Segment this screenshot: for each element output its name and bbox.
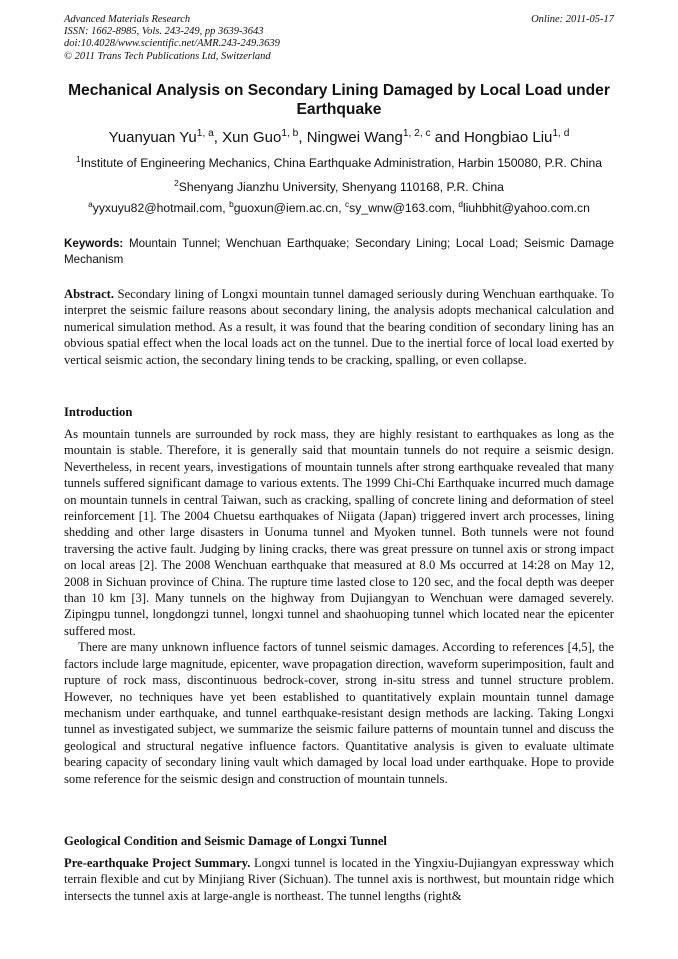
author-affiliation-mark: 1, b bbox=[281, 128, 299, 139]
email-link[interactable]: guoxun@iem.ac.cn bbox=[233, 201, 339, 215]
keywords-text: Mountain Tunnel; Wenchuan Earthquake; Secondary Lining; Local Load; Seismic Damage Mechanism bbox=[64, 237, 614, 266]
paragraph: There are many unknown influence factors of tunnel seismic damages. According to references [4,5], the factors include large magnitude, epicenter, wave propagation direction, waveform superimposition, fault and rupture of rock mass, discontinuous bedrock-cover, strong in-situ stress and tunnel structure problem. However, no techniques have yet been established to quantitatively explain mountain tunnel damage mechanism under earthquake, and tunnel earthquake-resistant design methods are lacking. Taking Longxi tunnel as investigated subject, we summarize the seismic failure patterns of mountain tunnel and discuss the geological and structural negative influence factors. Quantitative analysis is given to evaluate ultimate bearing capacity of secondary lining vault which damaged by local load under earthquake. Hope to provide some reference for the seismic design and construction of mountain tunnels. bbox=[64, 640, 614, 786]
keywords-label: Keywords: bbox=[64, 237, 124, 250]
abstract-text: Secondary lining of Longxi mountain tunnel damaged seriously during Wenchuan earthquake. To interpret the seismic failure reasons about secondary lining, the analysis adopts mechanical calculation and numerical simulation method. As a result, it was found that the bearing condition of secondary lining has an obvious spatial effect when the local loads act on the tunnel. Due to the inertial force of local load exerted by vertical seismic action, the secondary lining tends to be cracking, spalling, or even collapse. bbox=[64, 287, 614, 367]
section-heading-geology: Geological Condition and Seismic Damage of Longxi Tunnel bbox=[64, 834, 387, 848]
email-link[interactable]: liuhbhit@yahoo.com.cn bbox=[462, 201, 590, 215]
author-list: Yuanyuan Yu$^{1, a}$, Xun Guo$^{1, b}$, Ningwei Wang$^{1, 2, c}$ and Hongbiao Liu$^{1, d}$ bbox=[108, 128, 570, 146]
abstract-label: Abstract. bbox=[64, 287, 115, 301]
introduction-body bbox=[64, 426, 614, 787]
paragraph: As mountain tunnels are surrounded by rock mass, they are highly resistant to earthquakes as long as the mountain is stable. Therefore, it is generally said that mountain tunnels do not require a seismic design. Nevertheless, in recent years, investigations of mountain tunnels after strong earthquake revealed that many tunnels suffered significant damage to various extents. The 1999 Chi-Chi Earthquake incurred much damage on mountain tunnels in central Taiwan, such as cracking, spalling of concrete lining and deformation of steel reinforcement [1]. The 2004 Chuetsu earthquakes of Niigata (Japan) triggered invert arch processes, lining shedding and other large disasters in Uonuma tunnel and Myoken tunnel. Both tunnels were not found traversing the active fault. Judging by lining cracks, there was great pressure on tunnel axis or strong impact on local areas [2]. The 2008 Wenchuan earthquake that measured at 8.0 Ms occurred at 14:28 on May 12, 2008 in Sichuan province of China. The rupture time lasted close to 120 sec, and the focal depth was deeper than 10 km [3]. Many tunnels on the highway from Dujiangyan to Wenchuan were damaged severely. Zipingpu tunnel, longdongzi tunnel, longxi tunnel and shaohuoping tunnel which located near the epicenter suffered most. bbox=[64, 427, 614, 638]
email-list: $^a$yyxuyu82@hotmail.com, $^b$guoxun@iem.ac.cn, $^c$sy_wnw@163.com, $^d$liuhbhit@yahoo.com.cn bbox=[88, 198, 590, 215]
abstract bbox=[64, 286, 614, 368]
author-name: Yuanyuan Yu bbox=[108, 129, 197, 146]
paper-title: Mechanical Analysis on Secondary Lining Damaged by Local Load under Earthquake bbox=[68, 82, 610, 118]
author-affiliation-mark: 1, 2, c bbox=[402, 128, 431, 139]
author-name: Xun Guo bbox=[222, 129, 282, 146]
author-affiliation-mark: 1, a bbox=[196, 128, 214, 139]
section-geology-body bbox=[64, 855, 614, 904]
email-link[interactable]: yyxuyu82@hotmail.com bbox=[92, 201, 223, 215]
subsection-label: Pre-earthquake Project Summary. bbox=[64, 856, 251, 870]
author-name: Hongbiao Liu bbox=[463, 129, 553, 146]
section-heading-introduction: Introduction bbox=[64, 405, 133, 419]
copyright-line: © 2011 Trans Tech Publications Ltd, Switzerland bbox=[64, 50, 271, 62]
journal-name: Advanced Materials Research bbox=[64, 14, 191, 25]
keywords bbox=[64, 236, 614, 267]
paragraph: Longxi tunnel is located in the Yingxiu-Dujiangyan expressway which terrain flexible and cut by Minjiang River (Sichuan). The tunnel axis is northwest, but mountain ridge which intersects the tunnel axis at large-angle is northeast. The tunnel lengths (right& bbox=[64, 856, 614, 903]
journal-header bbox=[64, 14, 614, 63]
issn-line: ISSN: 1662-8985, Vols. 243-249, pp 3639-3643 bbox=[64, 26, 264, 38]
affiliation-1: $^1$Institute of Engineering Mechanics, China Earthquake Administration, Harbin 150080, P.R. China bbox=[75, 153, 603, 170]
affiliation-2: $^2$Shenyang Jianzhu University, Shenyang 110168, P.R. China bbox=[174, 177, 504, 194]
doi-link[interactable]: doi:10.4028/www.scientific.net/AMR.243-249.3639 bbox=[64, 38, 280, 50]
email-link[interactable]: sy_wnw@163.com bbox=[349, 201, 452, 215]
author-affiliation-mark: 1, d bbox=[552, 128, 570, 139]
online-date: Online: 2011-05-17 bbox=[531, 14, 614, 25]
author-name: Ningwei Wang bbox=[306, 129, 403, 146]
